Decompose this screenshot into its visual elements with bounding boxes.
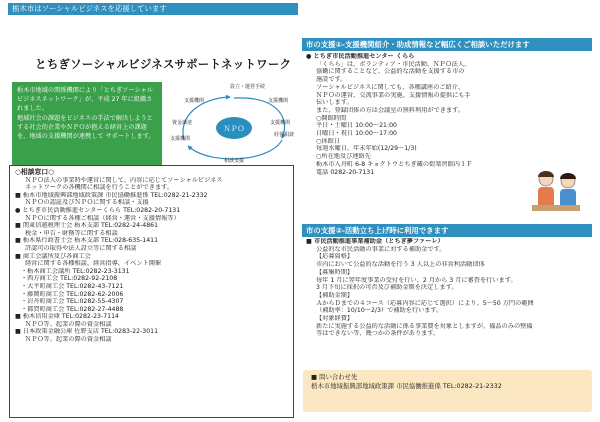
consultation-line: ＮＰＯの認証及びＮＰＯに関する相談・支援 [25, 199, 149, 207]
consultation-panel [9, 165, 294, 418]
consultation-line: ・大平町商工会 TEL:0282-43-7121 [21, 282, 124, 290]
consultation-line: 税金・申告・財務等に関する相談 [25, 229, 118, 237]
support1-line: 協働に関することなど、公益的な活動を支援する市の [316, 68, 465, 76]
network-diagram [170, 80, 298, 172]
consultation-line: 経営に関する各種相談、経営指導、イベント開催 [25, 260, 162, 268]
contact-box [303, 370, 592, 412]
support1-body [306, 53, 592, 176]
support1-line: 電話 0282-20-7131 [316, 168, 375, 176]
support2-line: 【補助金額】 [316, 291, 354, 299]
consultation-line: ・栃木商工会議所 TEL:0282-23-3131 [21, 267, 130, 275]
consultation-line: ＮＰＯに関する各種ご相談（経営・運営・支援情報等） [25, 214, 180, 222]
diagram-node-6: 支援機関 [270, 120, 291, 126]
illustration [526, 161, 586, 229]
consultation-line: ■ 商工会議所及び各商工会 [15, 252, 91, 260]
consultation-line: ネットワークの各機関に相談を行うことができます。 [25, 184, 174, 192]
people-illustration-icon [526, 161, 586, 221]
support1-line: 平日・土曜日 10:00～21:00 [316, 122, 397, 130]
diagram-node-8: 相談支援 [224, 158, 245, 164]
diagram-center-label: ＮＰＯ [223, 125, 245, 133]
support2-heading: 市の支援②-活動立ち上げ時に利用できます [302, 224, 592, 237]
support2-line: 市内において公益的な活動を行う 3 人以上の非営利活動団体 [316, 261, 485, 269]
consultation-line: 許認可の取得や法人設立等に関する相談 [25, 244, 137, 252]
diagram-node-4: 資金調達 [172, 120, 193, 126]
page-title: とちぎソーシャルビジネスサポートネットワーク [35, 57, 292, 71]
diagram-node-2: 支援機関 [184, 98, 205, 104]
support1-heading: 市の支援①-支援機関紹介・助成情報など幅広くご相談いただけます [302, 38, 592, 51]
consultation-line: ■ 関東信越税理士会 栃木支部 TEL:0282-24-4861 [15, 222, 159, 230]
support2-line: （補助率：10/10～2/3）で補助を行います。 [316, 307, 443, 315]
support2-line: 等はできない等、幾つかの条件があります。 [316, 330, 440, 338]
support1-line: また、登録団体の方は会議室の無料利用ができます。 [316, 106, 465, 114]
support2-line: 【応募資格】 [316, 253, 354, 261]
support1-line: ＮＰＯの運営、交流事業の実施、支援情報の提供にも手 [316, 91, 471, 99]
diagram-node-3: 支援機関 [268, 98, 289, 104]
consultation-line: ・都賀町商工会 TEL:0282-27-4488 [21, 305, 124, 313]
support2-line: ■ 市民活動推進事業補助金（とちぎ夢ファーレ） [306, 238, 444, 245]
consultation-line: ＮＰＯ等、起業の際の資金相談 [25, 336, 112, 344]
support1-line: ○開館時間 [316, 114, 347, 122]
support1-line: 日曜日・祝日 10:00～17:00 [316, 130, 397, 138]
support2-line: 公益的な市民活動の事業に対する補助金です。 [316, 245, 446, 253]
support2-body [306, 238, 592, 338]
support1-line: 伝いします。 [316, 99, 353, 107]
support2-line: 新たに実施する公益的な活動に係る事業費を対象としますが、備品のみの整備 [316, 322, 533, 330]
support1-line: 「くらら」は、ボランティア・市民活動、ＮＰＯ法人、 [316, 60, 471, 68]
consultation-line: ■ 栃木県行政書士会 栃木支部 TEL:028-635-1411 [15, 237, 159, 245]
diagram-node-7: 経営相談 [274, 132, 295, 138]
consultation-line: ・岩舟町商工会 TEL:0282-55-4307 [21, 298, 124, 306]
intro-paragraph-1: 栃木市地域の関係機関により「とちぎソーシャルビジネスネットワーク」が、平成 27 年に組織されました。 [17, 87, 153, 113]
support2-line: 3 月下旬に採択の可否及び補助金額を決定します。 [316, 284, 458, 292]
support1-line: 毎週水曜日、年末年始(12/29～1/3) [316, 145, 417, 153]
support1-line: ● とちぎ市民活動推進センター くらら [306, 53, 415, 60]
consultation-line: ・西方商工会 TEL:0282-92-2108 [21, 275, 118, 283]
diagram-node-1: 設立・運営手続 [230, 84, 266, 90]
consultation-line: ■ 栃木市地域振興部地域政策課 市民協働推進係 TEL:0282-21-2332 [15, 191, 208, 199]
intro-paragraph-2: 地域社会の課題をビジネスの手法で解決しようとする社会的企業やＮＰＯが抱える経営上の課題を、地域の支援機関が連携して サポートします。 [17, 115, 155, 141]
banner-tag: 栃木市はソーシャルビジネスを応援しています [8, 3, 298, 15]
support1-line: ○所在地及び連絡先 [316, 153, 371, 161]
support2-line: 毎年 1 月に翌年度事業の受付を行い、2 月から 3 月に審査を行います。 [316, 276, 517, 284]
consultation-line: ● とちぎ市民活動推進センターくらら TEL:0282-20-7131 [15, 206, 181, 214]
consultation-line: ・藤岡町商工会 TEL:0282-62-2006 [21, 290, 124, 298]
support1-line: 栃木市入舟町 6-8 キョクトウとちぎ蔵の街楽習館内１Ｆ [316, 160, 473, 168]
support1-line: 施設です。 [316, 76, 347, 84]
support1-line: ソーシャルビジネスに関しても、各種講座のご紹介、 [316, 83, 465, 91]
support2-line: 【募集時期】 [316, 268, 354, 276]
consultation-line: ■ 日本政策金融公庫 佐野支店 TEL:0283-22-3011 [15, 328, 159, 336]
support2-line: 【対象経費】 [316, 315, 354, 323]
support1-line: ○休館日 [316, 137, 340, 145]
consultation-line: ＮＰＯ等、起業の際の資金相談 [25, 320, 112, 328]
diagram-node-5: 支援機関 [170, 136, 191, 142]
contact-text: 栃木市地域振興部地域政策課 市民協働推進係 TEL:0282-21-2332 [311, 382, 502, 390]
consultation-heading: ○相談窓口○ [15, 168, 55, 176]
consultation-line: ■ 栃木信用金庫 TEL:0282-23-7114 [15, 313, 119, 321]
consultation-line: ＮＰＯ法人の事業時や運営に関して、内容に応じてソーシャルビジネス [25, 176, 223, 184]
intro-box [12, 82, 162, 166]
support2-line: ＡからＤまでの４コース（応募内容に応じて選択）により、5～50 万円の範囲 [316, 299, 534, 307]
contact-label: ■ 問い合わせ先 [311, 373, 358, 381]
